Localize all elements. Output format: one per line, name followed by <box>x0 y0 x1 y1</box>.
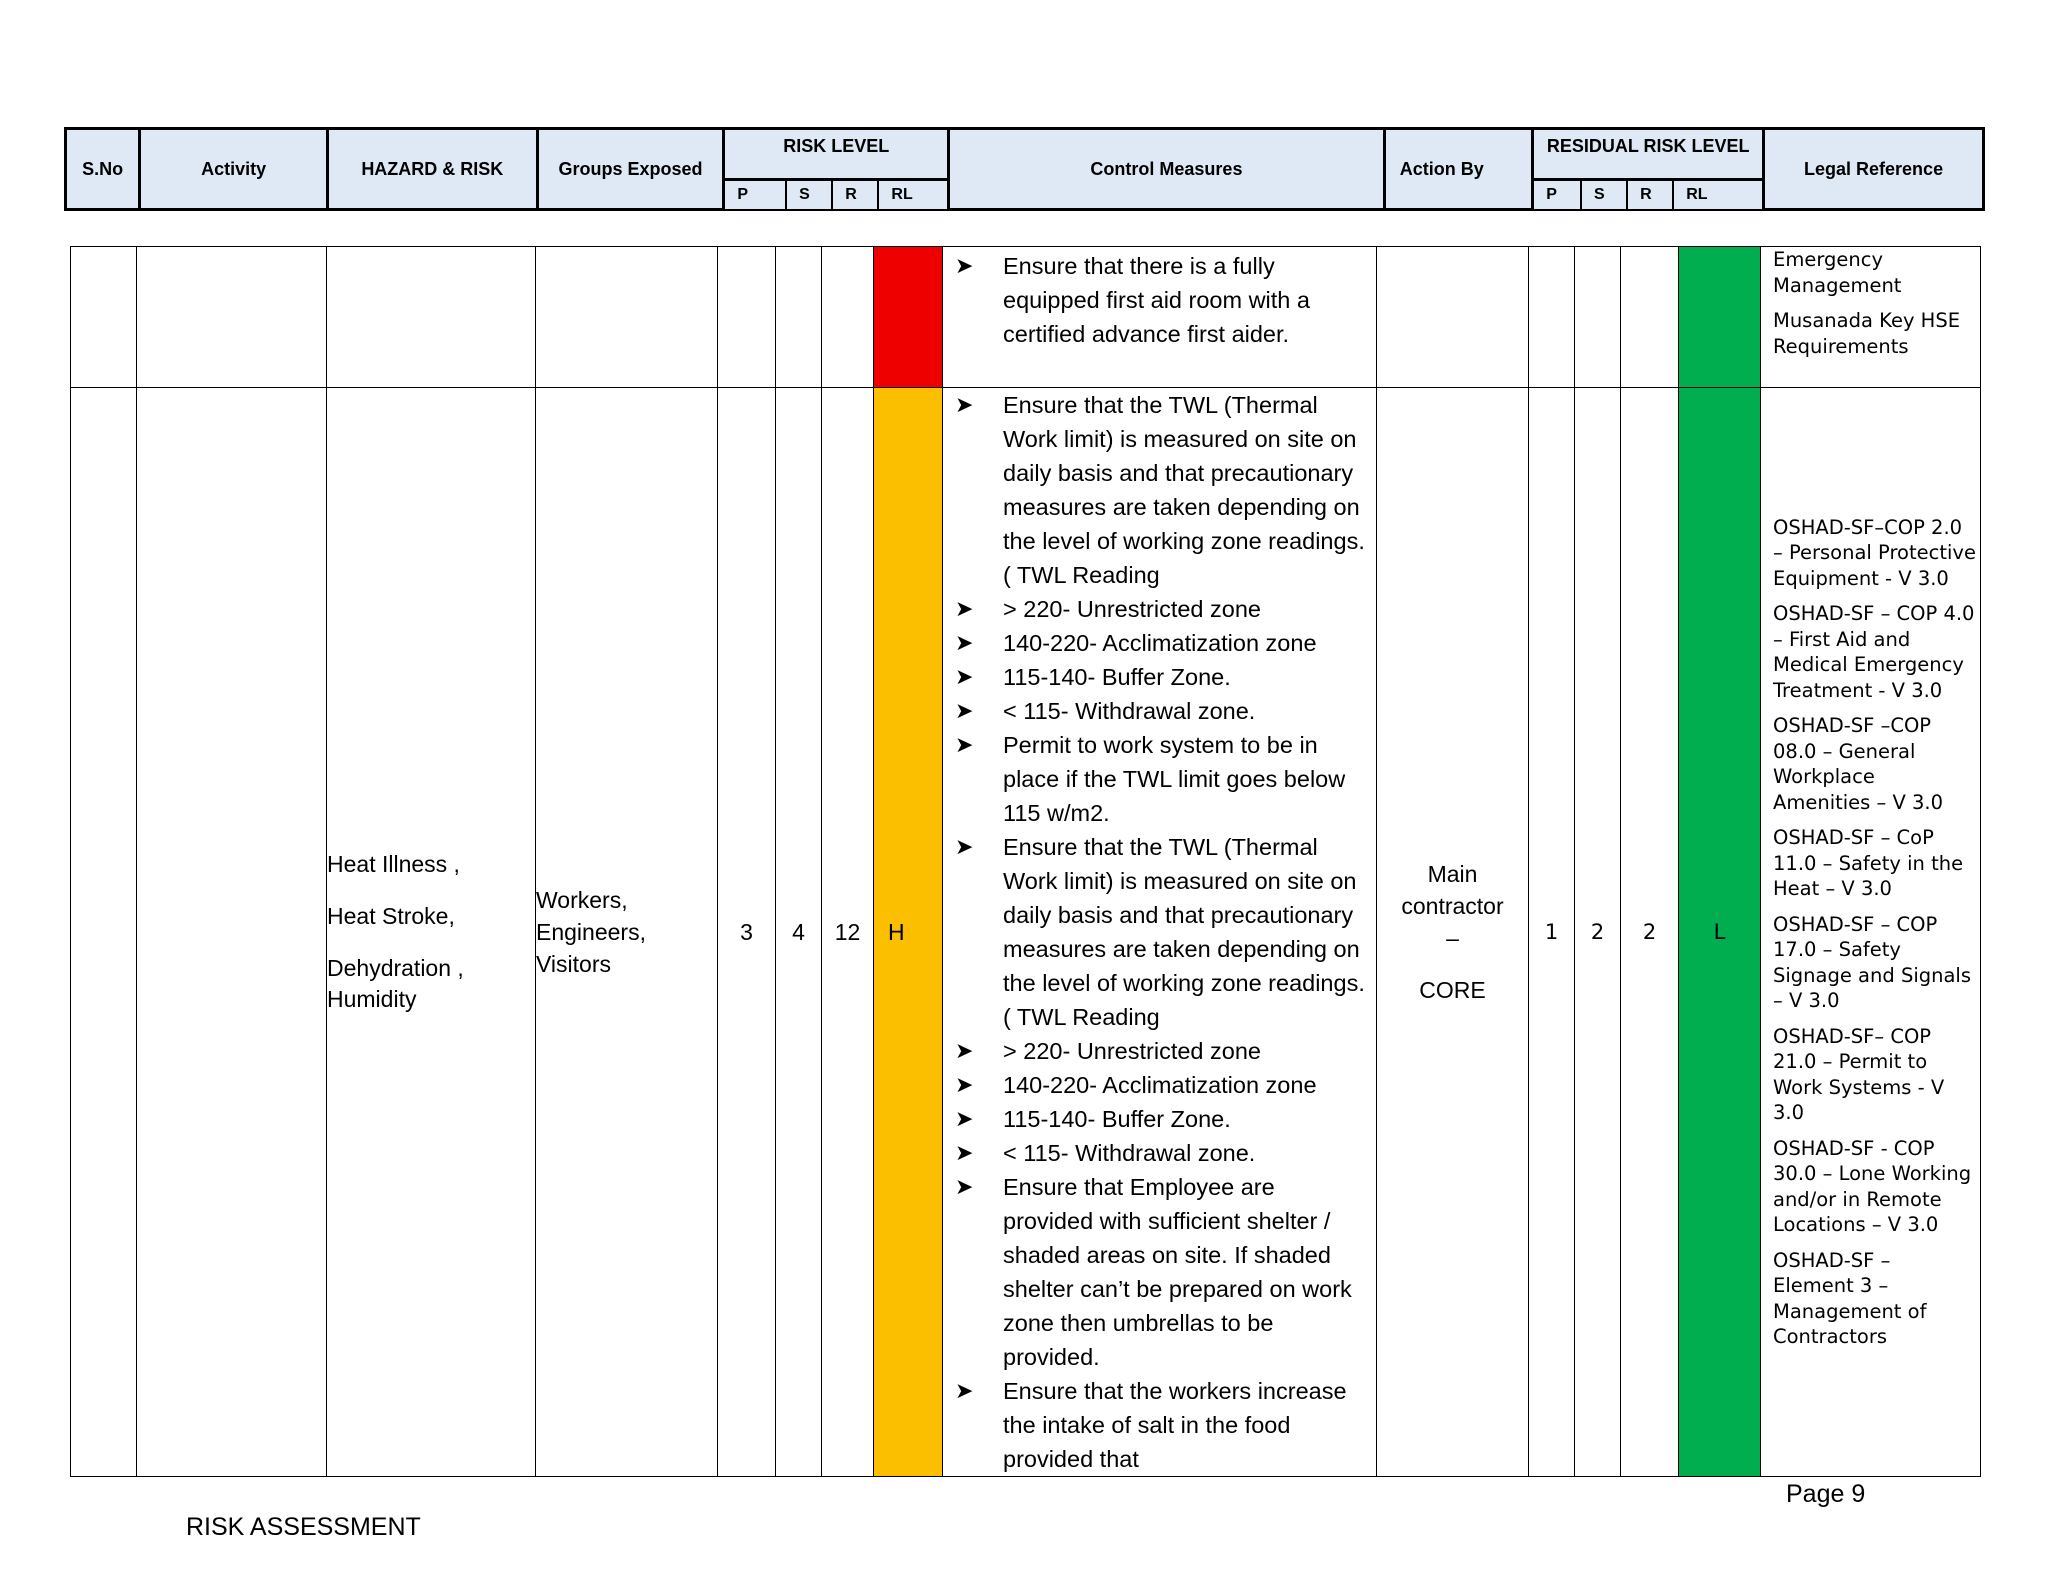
control-measure-item: ➤ < 115- Withdrawal zone. <box>943 1136 1368 1170</box>
arrow-bullet-icon: ➤ <box>955 596 974 621</box>
header-residual-s: S <box>1581 180 1627 210</box>
control-measure-item: ➤ < 115- Withdrawal zone. <box>943 694 1368 728</box>
legal-item: Emergency Management <box>1773 248 1902 297</box>
control-measure-item: ➤ Ensure that the TWL (Thermal Work limit) is measured on site on daily basis and that precautionary measures are taken depending on the level of working zone readings. ( TWL Reading <box>943 388 1368 592</box>
arrow-bullet-icon: ➤ <box>955 1106 974 1131</box>
residual-r-cell <box>1621 247 1679 388</box>
action-by-org: CORE <box>1419 977 1486 1003</box>
hazard-cell <box>327 247 536 388</box>
risk-p-cell <box>718 247 776 388</box>
control-measure-item: ➤ Ensure that the workers increase the intake of salt in the food provided that <box>943 1374 1368 1476</box>
header-sno: S.No <box>66 129 140 210</box>
activity-cell <box>137 388 327 1477</box>
header-residual-p: P <box>1533 180 1581 210</box>
action-by-cell <box>1377 247 1529 388</box>
header-legal-reference: Legal Reference <box>1764 129 1984 210</box>
control-measure-item: ➤ Ensure that there is a fully equipped first aid room with a certified advance first aider. <box>943 249 1368 351</box>
header-risk-r: R <box>832 180 878 210</box>
document-title: RISK ASSESSMENT <box>186 1513 421 1541</box>
arrow-bullet-icon: ➤ <box>955 664 974 689</box>
legal-item: OSHAD-SF – CoP 11.0 – Safety in the Heat – V 3.0 <box>1773 826 1964 900</box>
residual-p-cell: 1 <box>1529 388 1575 1477</box>
control-measure-item: ➤ 140-220- Acclimatization zone <box>943 1068 1368 1102</box>
control-measure-item: ➤ 115-140- Buffer Zone. <box>943 1102 1368 1136</box>
legal-item: Musanada Key HSE Requirements <box>1773 309 1961 358</box>
groups-cell: Workers, Engineers, Visitors <box>536 388 718 1477</box>
header-risk-level: RISK LEVEL <box>724 129 949 180</box>
arrow-bullet-icon: ➤ <box>955 834 974 859</box>
arrow-bullet-icon: ➤ <box>955 630 974 655</box>
control-measure-item: ➤ 115-140- Buffer Zone. <box>943 660 1368 694</box>
header-hazard: HAZARD & RISK <box>327 129 537 210</box>
risk-s-cell: 4 <box>776 388 822 1477</box>
hazard-item: Heat Stroke, <box>327 903 455 929</box>
residual-p-cell <box>1529 247 1575 388</box>
arrow-bullet-icon: ➤ <box>955 1378 974 1403</box>
control-measure-item: ➤ Ensure that the TWL (Thermal Work limit) is measured on site on daily basis and that precautionary measures are taken depending on the level of working zone readings. ( TWL Reading <box>943 830 1368 1034</box>
header-table <box>64 127 1985 211</box>
legal-item: OSHAD-SF –COP 08.0 – General Workplace Amenities – V 3.0 <box>1773 714 1944 814</box>
page-number: Page 9 <box>1786 1480 1866 1508</box>
risk-r-cell <box>822 247 874 388</box>
control-measure-item: ➤ Permit to work system to be in place if the TWL limit goes below 115 w/m2. <box>943 728 1368 830</box>
arrow-bullet-icon: ➤ <box>955 732 974 757</box>
arrow-bullet-icon: ➤ <box>955 1140 974 1165</box>
header-risk-s: S <box>786 180 832 210</box>
legal-item: OSHAD-SF– COP 21.0 – Permit to Work Systems - V 3.0 <box>1773 1024 1945 1124</box>
header-activity: Activity <box>140 129 328 210</box>
groups-cell <box>536 247 718 388</box>
control-measures-cell <box>943 388 1377 1477</box>
sno-cell <box>71 388 137 1477</box>
arrow-bullet-icon: ➤ <box>955 1038 974 1063</box>
risk-p-cell: 3 <box>718 388 776 1477</box>
control-measure-item: ➤ > 220- Unrestricted zone <box>943 1034 1368 1068</box>
residual-s-cell: 2 <box>1575 388 1621 1477</box>
table-row <box>71 388 1981 1477</box>
table-row <box>71 247 1981 388</box>
sno-cell <box>71 247 137 388</box>
control-measures-cell <box>943 247 1377 388</box>
hazard-cell <box>327 388 536 1477</box>
header-control-measures: Control Measures <box>949 129 1385 210</box>
header-residual-rl: RL <box>1673 180 1763 210</box>
legal-item: OSHAD-SF - COP 30.0 – Lone Working and/or in Remote Locations – V 3.0 <box>1773 1136 1972 1236</box>
residual-r-cell: 2 <box>1621 388 1679 1477</box>
arrow-bullet-icon: ➤ <box>955 253 974 278</box>
residual-s-cell <box>1575 247 1621 388</box>
legal-item: OSHAD-SF – COP 4.0 – First Aid and Medical Emergency Treatment - V 3.0 <box>1773 602 1975 702</box>
header-risk-rl: RL <box>878 180 948 210</box>
activity-cell <box>137 247 327 388</box>
header-residual-r: R <box>1627 180 1673 210</box>
control-measure-item: ➤ > 220- Unrestricted zone <box>943 592 1368 626</box>
risk-table <box>70 246 1981 1477</box>
arrow-bullet-icon: ➤ <box>955 1072 974 1097</box>
risk-rl-cell <box>874 247 943 388</box>
risk-rl-cell: H <box>874 388 943 1477</box>
arrow-bullet-icon: ➤ <box>955 698 974 723</box>
risk-s-cell <box>776 247 822 388</box>
control-measure-item: ➤ Ensure that Employee are provided with sufficient shelter / shaded areas on site. If shaded shelter can’t be prepared on work zone then umbrellas to be provided. <box>943 1170 1368 1374</box>
legal-item: OSHAD-SF – Element 3 – Management of Contractors <box>1773 1248 1927 1348</box>
residual-rl-cell: L <box>1679 388 1761 1477</box>
action-by-text: Main contractor – <box>1401 861 1504 951</box>
header-residual-risk-level: RESIDUAL RISK LEVEL <box>1533 129 1764 180</box>
arrow-bullet-icon: ➤ <box>955 392 974 417</box>
residual-rl-cell <box>1679 247 1761 388</box>
header-risk-p: P <box>724 180 786 210</box>
header-action-by: Action By <box>1384 129 1533 210</box>
hazard-item: Dehydration , Humidity <box>327 955 464 1012</box>
legal-item: OSHAD-SF – COP 17.0 – Safety Signage and Signals – V 3.0 <box>1773 912 1971 1012</box>
legal-reference-cell <box>1761 247 1981 388</box>
legal-reference-cell <box>1761 388 1981 1477</box>
risk-r-cell: 12 <box>822 388 874 1477</box>
legal-item: OSHAD-SF–COP 2.0 – Personal Protective Equipment - V 3.0 <box>1773 515 1976 590</box>
action-by-cell <box>1377 388 1529 1477</box>
control-measure-item: ➤ 140-220- Acclimatization zone <box>943 626 1368 660</box>
hazard-item: Heat Illness , <box>327 851 460 877</box>
arrow-bullet-icon: ➤ <box>955 1174 974 1199</box>
header-groups-exposed: Groups Exposed <box>537 129 724 210</box>
